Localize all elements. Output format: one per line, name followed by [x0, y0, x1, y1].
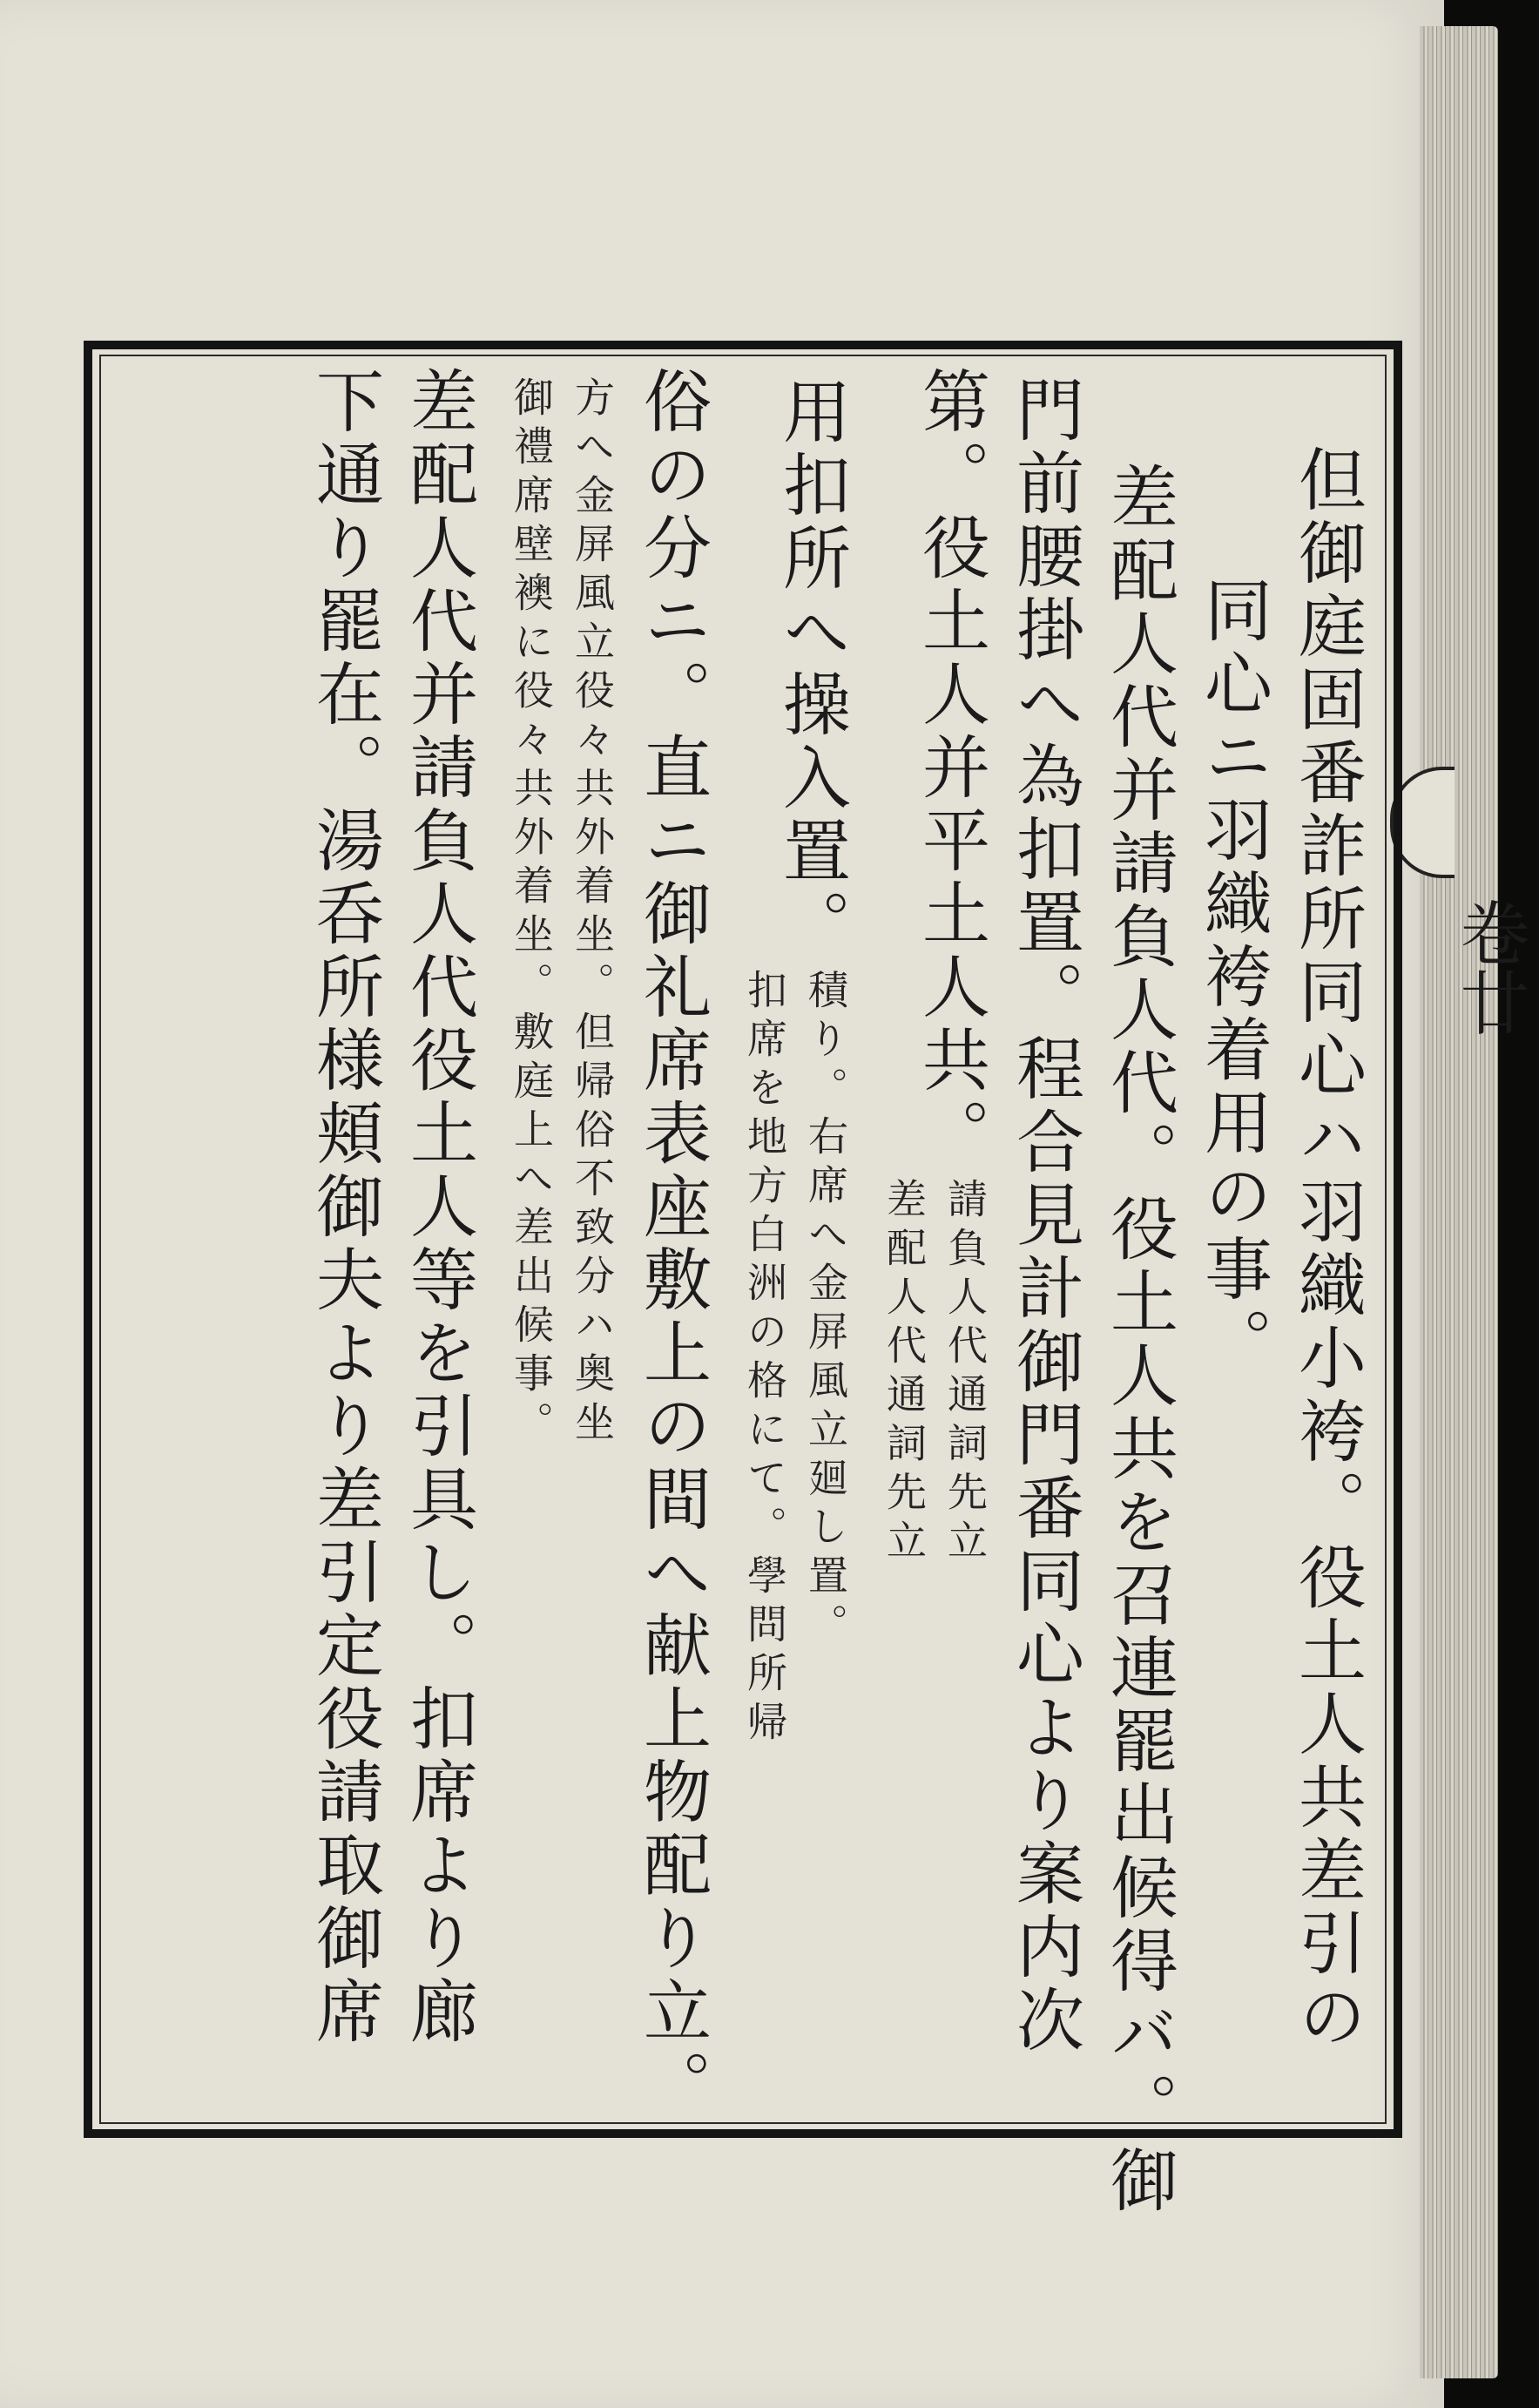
text-column-1: 但御庭固番詐所同心ハ羽織小袴。役土人共差引の: [1287, 444, 1366, 2054]
text-column-3: 差配人代并請負人代。役土人共を召連罷出候得バ。御: [1099, 462, 1178, 2218]
page-edges: [1420, 26, 1498, 2378]
annotation-line: 差配人代通詞先立: [881, 1178, 928, 1568]
text-column-7: 俗の分ニ。直ニ御礼席表座敷上の間へ献上物配り立。: [632, 366, 711, 2122]
text-column-8-notes: [489, 376, 620, 1450]
text-column-5-main: 第。役土人并平土人共。: [911, 366, 989, 1171]
text-column-6-main: 用扣所へ操入置。: [772, 376, 850, 962]
text-column-10: [256, 366, 387, 2049]
text-column-8: [489, 366, 620, 1450]
text-column-5: [862, 366, 993, 1568]
text-column-6: [723, 366, 854, 1749]
annotation-line: 積り。右席へ金屏風立廻し置。: [802, 969, 849, 1652]
annotation-line: 方へ金屏風立役々共外着坐。但帰俗不致分ハ奥坐: [569, 376, 616, 1450]
volume-label: 卷廿: [1448, 897, 1529, 1037]
text-column-6-notes: [723, 969, 854, 1749]
text-column-10-main: 下通り罷在。湯呑所様頬御夫より差引定役請取御席: [305, 366, 383, 2049]
annotation-line: 御禮席壁襖に役々共外着坐。敷庭上へ差出候事。: [508, 376, 555, 1450]
annotation-line: 請負人代通詞先立: [942, 1178, 989, 1568]
main-text: [101, 366, 1385, 2218]
annotation-line: 扣席を地方白洲の格にて。學問所帰: [741, 969, 788, 1749]
text-column-4: 門前腰掛へ為扣置。程合見計御門番同心より案内次: [1005, 375, 1083, 2058]
text-column-9: 差配人代并請負人代役土人等を引具し。扣席より廊: [399, 366, 477, 2049]
text-column-5-notes: [862, 1178, 993, 1568]
text-column-2: 同心ニ羽織袴着用の事。: [1193, 575, 1272, 1380]
